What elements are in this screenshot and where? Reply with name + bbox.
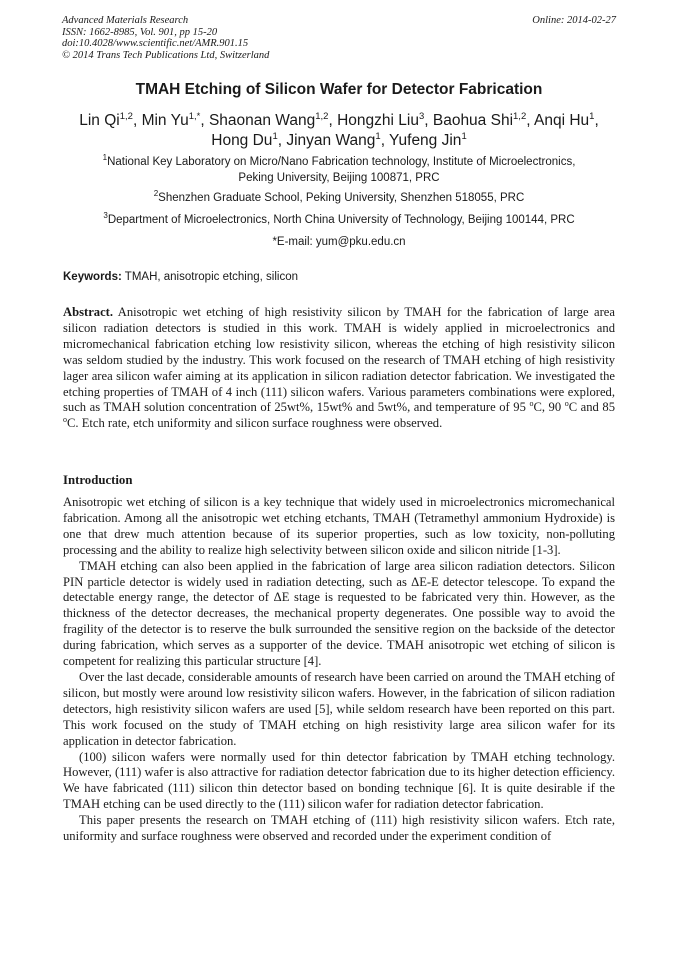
author: Baohua Shi$^{1,2}$,	[432, 110, 534, 129]
online-date: Online: 2014-02-27	[532, 15, 616, 26]
introduction-body	[63, 495, 615, 845]
paragraph: Anisotropic wet etching of silicon is a key technique that widely used in microelectronics micromechanical fabrication. Among all the anisotropic wet etching etchants, TMAH (Tetramethyl ammonium Hydroxide) is one that drew much attention because of its superior properties, such as low toxicity, non-polluting processing and the ability to realize high selectivity between silicon oxide and silicon nitride [1-3].	[63, 495, 615, 557]
affiliation-1: $^1$National Key Laboratory on Micro/Nano Fabrication technology, Institute of Microelectronics, Peking University, Beijing 100871, PRC	[102, 153, 576, 184]
affiliation-2: $^2$Shenzhen Graduate School, Peking University, Shenzhen 518055, PRC	[153, 189, 525, 204]
author: Lin Qi$^{1,2}$,	[79, 110, 142, 129]
journal-name: Advanced Materials Research	[62, 15, 189, 26]
doi-line: doi:10.4028/www.scientific.net/AMR.901.15	[62, 38, 249, 49]
author: Hongzhi Liu$^3$,	[337, 110, 433, 129]
keywords-label: Keywords:	[63, 271, 122, 283]
affiliation-3: $^3$Department of Microelectronics, North China University of Technology, Beijing 100144, PRC	[103, 211, 575, 226]
keywords	[63, 271, 298, 283]
keywords-text: TMAH, anisotropic etching, silicon	[124, 271, 299, 283]
paper-title: TMAH Etching of Silicon Wafer for Detector Fabrication	[135, 81, 543, 98]
email-line: *E-mail: yum@pku.edu.cn	[272, 236, 406, 248]
running-header	[62, 15, 616, 61]
author-list	[44, 111, 634, 151]
author: Jinyan Wang$^1$,	[286, 130, 390, 149]
author: Min $Yu^{1,*}$,	[141, 110, 209, 129]
author: Hong Du$^1$,	[211, 130, 287, 149]
author: Yufeng Jin$^1$	[389, 130, 467, 149]
paragraph: This paper presents the research on TMAH etching of (111) high resistivity silicon wafers. Etch rate, uniformity and surface roughness were observed and recorded under the experiment condition of	[63, 813, 615, 844]
abstract-label: Abstract.	[63, 305, 114, 319]
copyright-line: © 2014 Trans Tech Publications Ltd, Switzerland	[62, 49, 270, 61]
paragraph: TMAH etching can also been applied in the fabrication of large area silicon radiation detectors. Silicon PIN particle detector is widely used in radiation detecting, such as ΔE-E detector telescope. To expand the detectable energy range, the detector of ΔE stage is requested to be fabricated very thin. However, as the thickness of the detector decreases, the mechanical property degenerates. One possible way to avoid the fragility of the detector is to reserve the bulk surrounded the sensitive region on the backside of the detector during fabrication, which serves as a supporter of the device. TMAH anisotropic wet etching of silicon is competent for realizing this particular structure [4].	[63, 558, 615, 669]
paragraph: Over the last decade, considerable amounts of research have been carried on around the TMAH etching of silicon, but mostly were around low resistivity silicon wafers. However, in the fabrication of silicon radiation detectors, high resistivity silicon wafers are used [5], while seldom research have been reported on this part. This work focused on the study of TMAH etching on high resistivity large area silicon wafer for its application in detector fabrication.	[63, 669, 615, 748]
abstract: Abstract. Anisotropic wet etching of high resistivity silicon by TMAH for the fabrication of large area silicon radiation detectors is studied in this work. TMAH is widely applied in microelectronics and micromechanical fabrication etching low resistivity silicon, whereas the etching of high resistivity silicon was seldom studied by the industry. This work focused on the research of TMAH etching of high resistivity lager area silicon wafer aiming at its application in silicon radiation detector fabrication. We investigated the etching properties of TMAH of 4 inch (111) silicon wafers. Various parameters combinations were explored, such as TMAH solution concentration of 25wt%, 15wt% and 5wt%, and temperature of 95 $^o$C, 90 $^o$C and 85 $^o$C. Etch rate, etch uniformity and silicon surface roughness were observed.	[63, 305, 615, 431]
author: Anqi Hu$^1$,	[534, 110, 599, 129]
paragraph: (100) silicon wafers were normally used for thin detector fabrication by TMAH etching technology. However, (111) wafer is also attractive for radiation detector fabrication due to its higher detection efficiency. We have fabricated (111) silicon thin detector based on bonding technique [6]. It is quite desirable if the TMAH etching can be used directly to the (111) silicon wafer for radiation detector fabrication.	[63, 749, 615, 812]
issn-line: ISSN: 1662-8985, Vol. 901, pp 15-20	[62, 26, 218, 38]
section-heading-introduction: Introduction	[63, 473, 133, 487]
author: Shaonan Wang$^{1,2}$,	[208, 110, 338, 129]
